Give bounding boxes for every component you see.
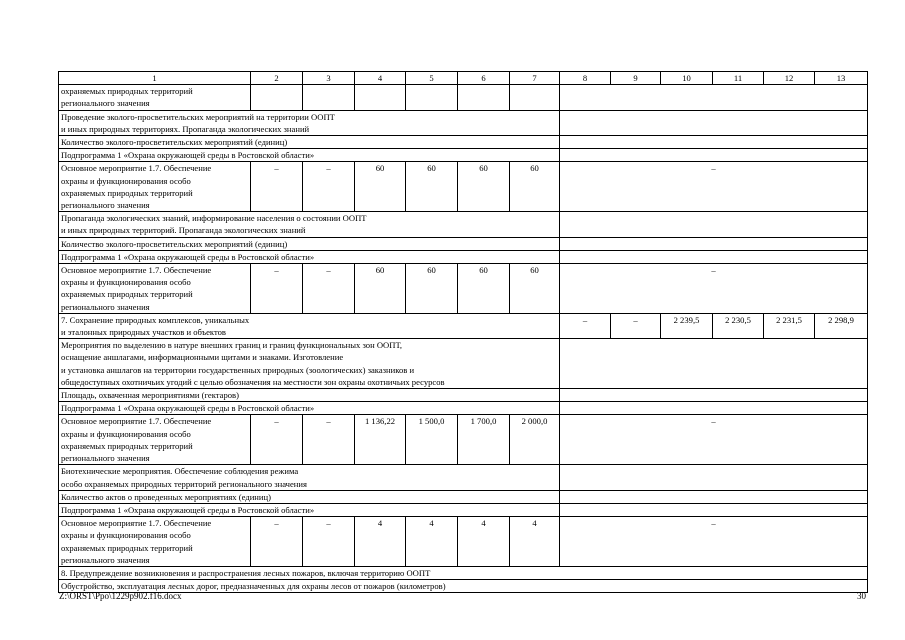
column-number-4: 4: [355, 72, 406, 85]
value-cell: [355, 85, 406, 110]
empty-cell: [560, 503, 868, 516]
empty-cell: [560, 136, 868, 149]
column-number-12: 12: [764, 72, 815, 85]
value-cell: 4: [510, 517, 560, 567]
indicator-value-cell: 2 230,5: [713, 313, 764, 338]
indicator-label: 7. Сохранение природных комплексов, уникальных и эталонных природных участков и объектов: [59, 313, 560, 338]
indicator-value-cell: –: [611, 313, 661, 338]
row-label: Мероприятия по выделению в натуре внешних границ и границ функциональных зон ООПТ, оснащение аншлагами, информационными щитами и знаками. Изготовление и установка аншлагов на территории государственных природных (зоологических) заказников и общедоступных охотничьих угодий с целью обозначения на местности зон охраны охотничьих ресурсов: [59, 339, 560, 389]
value-cell: –: [303, 162, 355, 212]
table-row: [59, 162, 868, 212]
value-cell: 60: [355, 162, 406, 212]
table-row: [59, 264, 868, 314]
row-label: Обустройство, эксплуатация лесных дорог, предназначенных для охраны лесов от пожаров (километров): [59, 580, 868, 593]
table-row: [59, 415, 868, 465]
empty-cell: [560, 339, 868, 389]
row-label: Количество эколого-просветительских мероприятий (единиц): [59, 237, 560, 250]
indicator-value-cell: 2 239,5: [661, 313, 713, 338]
value-cell: 1 136,22: [355, 415, 406, 465]
column-number-5: 5: [406, 72, 458, 85]
activity-label: Основное мероприятие 1.7. Обеспечение охраны и функционирования особо охраняемых природных территорий регионального значения: [59, 264, 251, 314]
value-cell: 60: [510, 162, 560, 212]
merged-dash-cell: –: [560, 415, 868, 465]
table-row: [59, 85, 868, 110]
column-number-8: 8: [560, 72, 611, 85]
merged-dash-cell: [560, 85, 868, 110]
empty-cell: [560, 402, 868, 415]
row-label: Подпрограмма 1 «Охрана окружающей среды в Ростовской области»: [59, 149, 560, 162]
row-label: Количество эколого-просветительских мероприятий (единиц): [59, 136, 560, 149]
value-cell: –: [251, 415, 303, 465]
column-number-10: 10: [661, 72, 713, 85]
column-number-9: 9: [611, 72, 661, 85]
value-cell: 60: [458, 264, 510, 314]
data-table: [58, 71, 868, 593]
value-cell: –: [303, 264, 355, 314]
value-cell: 4: [355, 517, 406, 567]
column-number-7: 7: [510, 72, 560, 85]
empty-cell: [560, 149, 868, 162]
value-cell: –: [303, 415, 355, 465]
indicator-value-cell: –: [560, 313, 611, 338]
empty-cell: [560, 465, 868, 490]
value-cell: 60: [510, 264, 560, 314]
empty-cell: [560, 490, 868, 503]
row-label: Проведение эколого-просветительских мероприятий на территории ООПТ и иных природных территориях. Пропаганда экологических знаний: [59, 110, 560, 135]
table-row: [59, 465, 868, 490]
value-cell: [458, 85, 510, 110]
activity-label: охраняемых природных территорий регионального значения: [59, 85, 251, 110]
value-cell: [303, 85, 355, 110]
footer-file-path: Z:\ORST\Ppo\1229p902.f16.docx: [59, 591, 182, 601]
value-cell: –: [251, 162, 303, 212]
merged-dash-cell: –: [560, 264, 868, 314]
column-number-2: 2: [251, 72, 303, 85]
row-label: Пропаганда экологических знаний, информирование населения о состоянии ООПТ и иных природных территорий. Пропаганда экологических знаний: [59, 212, 560, 237]
table-row: [59, 110, 868, 135]
value-cell: –: [251, 517, 303, 567]
table-row: [59, 339, 868, 389]
value-cell: [510, 85, 560, 110]
table-row: [59, 237, 868, 250]
column-number-1: 1: [59, 72, 251, 85]
value-cell: 60: [406, 264, 458, 314]
row-label: Количество актов о проведенных мероприятиях (единиц): [59, 490, 560, 503]
merged-dash-cell: –: [560, 517, 868, 567]
empty-cell: [560, 110, 868, 135]
empty-cell: [560, 389, 868, 402]
value-cell: 4: [458, 517, 510, 567]
indicator-value-cell: 2 298,9: [815, 313, 868, 338]
indicator-value-cell: 2 231,5: [764, 313, 815, 338]
table-row: [59, 389, 868, 402]
column-number-3: 3: [303, 72, 355, 85]
column-number-6: 6: [458, 72, 510, 85]
empty-cell: [560, 212, 868, 237]
value-cell: –: [251, 264, 303, 314]
value-cell: –: [303, 517, 355, 567]
row-label: Подпрограмма 1 «Охрана окружающей среды в Ростовской области»: [59, 250, 560, 263]
value-cell: 1 700,0: [458, 415, 510, 465]
row-label: Подпрограмма 1 «Охрана окружающей среды в Ростовской области»: [59, 503, 560, 516]
row-label: Биотехнические мероприятия. Обеспечение соблюдения режима особо охраняемых природных территорий регионального значения: [59, 465, 560, 490]
table-row: [59, 313, 868, 338]
activity-label: Основное мероприятие 1.7. Обеспечение охраны и функционирования особо охраняемых природных территорий регионального значения: [59, 162, 251, 212]
value-cell: 60: [355, 264, 406, 314]
activity-label: Основное мероприятие 1.7. Обеспечение охраны и функционирования особо охраняемых природных территорий регионального значения: [59, 517, 251, 567]
footer-page-number: 30: [857, 591, 866, 601]
value-cell: [406, 85, 458, 110]
value-cell: 2 000,0: [510, 415, 560, 465]
table-row: [59, 136, 868, 149]
value-cell: [251, 85, 303, 110]
activity-label: Основное мероприятие 1.7. Обеспечение охраны и функционирования особо охраняемых природных территорий регионального значения: [59, 415, 251, 465]
row-label: Подпрограмма 1 «Охрана окружающей среды в Ростовской области»: [59, 402, 560, 415]
table-row: [59, 212, 868, 237]
table-row: [59, 517, 868, 567]
empty-cell: [560, 237, 868, 250]
empty-cell: [560, 250, 868, 263]
table-row: [59, 490, 868, 503]
column-number-13: 13: [815, 72, 868, 85]
column-number-11: 11: [713, 72, 764, 85]
value-cell: 60: [406, 162, 458, 212]
value-cell: 1 500,0: [406, 415, 458, 465]
row-label: 8. Предупреждение возникновения и распространения лесных пожаров, включая территорию ООПТ: [59, 566, 868, 579]
table-row: [59, 250, 868, 263]
table-row: [59, 503, 868, 516]
value-cell: 60: [458, 162, 510, 212]
row-label: Площадь, охваченная мероприятиями (гектаров): [59, 389, 560, 402]
value-cell: 4: [406, 517, 458, 567]
table-row: [59, 149, 868, 162]
table-header-row: [59, 72, 868, 85]
table-row: [59, 402, 868, 415]
table-row: [59, 566, 868, 579]
merged-dash-cell: –: [560, 162, 868, 212]
